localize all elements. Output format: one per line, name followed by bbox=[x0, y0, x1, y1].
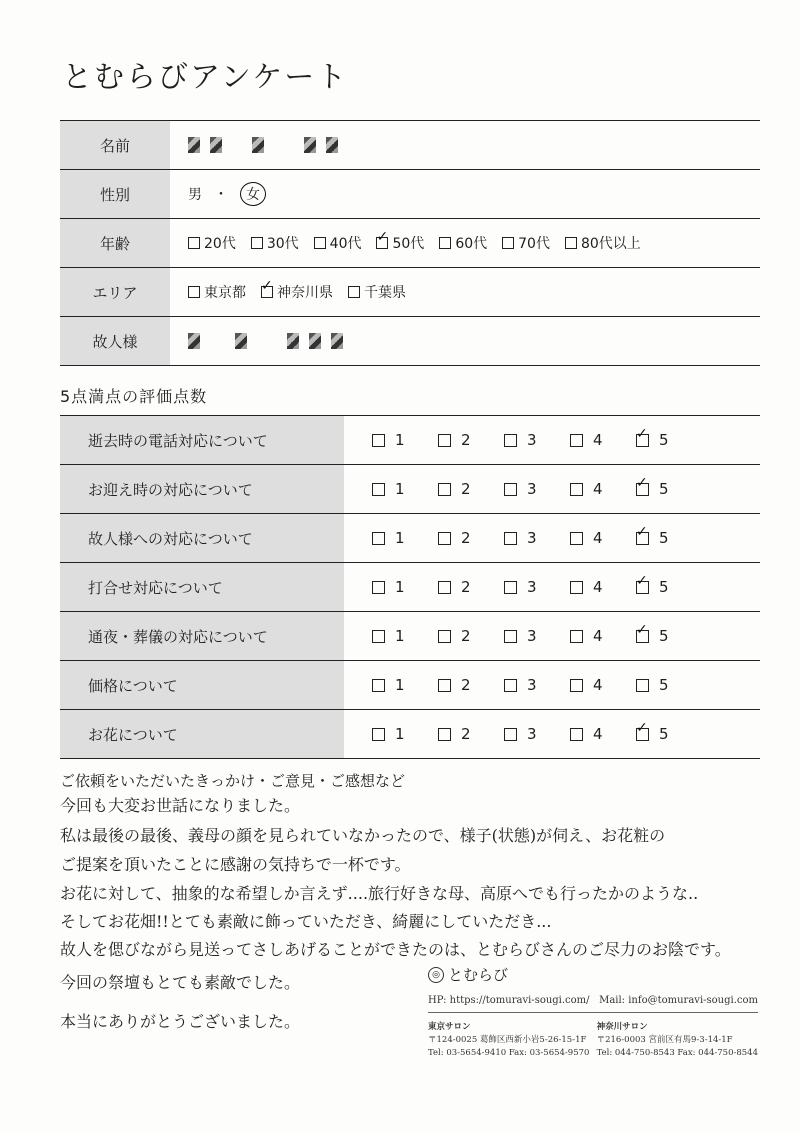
tokyo-salon-phone: Tel: 03-5654-9410 Fax: 03-5654-9570 bbox=[428, 1048, 590, 1059]
rating-option[interactable]: 4 bbox=[570, 627, 636, 645]
rating-option[interactable]: 2 bbox=[438, 431, 504, 449]
checkbox-icon[interactable] bbox=[372, 679, 385, 692]
rating-option[interactable]: 3 bbox=[504, 627, 570, 645]
checkbox-icon[interactable] bbox=[565, 237, 577, 249]
comment-section-title: ご依頼をいただいたきっかけ・ご意見・ご感想など bbox=[60, 772, 406, 790]
checkbox-icon[interactable] bbox=[348, 286, 360, 298]
checkbox-checked-icon[interactable] bbox=[636, 728, 649, 741]
rating-label: お花について bbox=[60, 710, 344, 758]
rating-option[interactable]: 2 bbox=[438, 676, 504, 694]
tokyo-salon bbox=[428, 1021, 589, 1061]
checkbox-icon[interactable] bbox=[438, 728, 451, 741]
rating-option[interactable]: 2 bbox=[438, 480, 504, 498]
checkbox-icon[interactable] bbox=[502, 237, 514, 249]
gender-label: 性別 bbox=[60, 170, 170, 218]
checkbox-icon[interactable] bbox=[372, 483, 385, 496]
checkbox-checked-icon[interactable] bbox=[636, 483, 649, 496]
rating-option[interactable]: 1 bbox=[372, 627, 438, 645]
checkbox-icon[interactable] bbox=[314, 237, 326, 249]
rating-option[interactable]: 3 bbox=[504, 676, 570, 694]
checkbox-icon[interactable] bbox=[251, 237, 263, 249]
rating-option[interactable]: 4 bbox=[570, 431, 636, 449]
rating-section-title: 5点満点の評価点数 bbox=[60, 387, 208, 406]
comment-line: 今回の祭壇もとても素敵でした。 bbox=[60, 973, 301, 992]
gender-male[interactable]: 男 bbox=[188, 187, 202, 203]
checkbox-icon[interactable] bbox=[570, 434, 583, 447]
rating-option[interactable]: 2 bbox=[438, 725, 504, 743]
rating-row bbox=[60, 415, 760, 464]
checkbox-icon[interactable] bbox=[504, 581, 517, 594]
age-option[interactable]: 70代 bbox=[502, 233, 550, 253]
checkbox-icon[interactable] bbox=[372, 581, 385, 594]
checkbox-icon[interactable] bbox=[372, 630, 385, 643]
checkbox-checked-icon[interactable] bbox=[261, 286, 273, 298]
checkbox-icon[interactable] bbox=[504, 679, 517, 692]
rating-option[interactable]: 1 bbox=[372, 529, 438, 547]
checkbox-checked-icon[interactable] bbox=[636, 630, 649, 643]
comment-line: 本当にありがとうございました。 bbox=[60, 1012, 301, 1031]
checkbox-icon[interactable] bbox=[439, 237, 451, 249]
checkbox-icon[interactable] bbox=[504, 483, 517, 496]
rating-option[interactable]: ✓ 5 bbox=[636, 480, 702, 498]
rating-option[interactable]: ✓ 5 bbox=[636, 529, 702, 547]
rating-option[interactable]: 3 bbox=[504, 431, 570, 449]
age-option[interactable]: 80代以上 bbox=[565, 233, 641, 253]
deceased-row bbox=[60, 316, 760, 366]
comment-line: 私は最後の最後、義母の顔を見られていなかったので、様子(状態)が伺え、お花粧の bbox=[60, 826, 666, 845]
contact-block bbox=[428, 995, 758, 1061]
checkbox-icon[interactable] bbox=[570, 679, 583, 692]
checkbox-icon[interactable] bbox=[438, 434, 451, 447]
comment-line: ご提案を頂いたことに感謝の気持ちで一杯です。 bbox=[60, 855, 411, 874]
kanagawa-salon-name: 神奈川サロン bbox=[596, 1022, 648, 1032]
checkbox-icon[interactable] bbox=[504, 532, 517, 545]
gender-female-selected[interactable]: 女 bbox=[240, 182, 266, 206]
rating-row bbox=[60, 562, 760, 611]
area-option[interactable]: ✓ 神奈川県 bbox=[261, 282, 333, 302]
brand-logo bbox=[428, 964, 508, 985]
checkbox-icon[interactable] bbox=[372, 434, 385, 447]
checkbox-icon[interactable] bbox=[188, 286, 200, 298]
rating-option[interactable]: 3 bbox=[504, 480, 570, 498]
checkbox-icon[interactable] bbox=[188, 237, 200, 249]
rating-option[interactable]: 4 bbox=[570, 725, 636, 743]
tokyo-salon-name: 東京サロン bbox=[428, 1022, 471, 1032]
tokyo-salon-address: 〒124-0025 葛飾区西新小岩5-26-15-1F bbox=[428, 1035, 587, 1046]
name-row bbox=[60, 120, 760, 169]
age-option[interactable]: 60代 bbox=[439, 233, 487, 253]
rating-option[interactable]: 1 bbox=[372, 578, 438, 596]
rating-option[interactable]: ✓ 5 bbox=[636, 627, 702, 645]
checkbox-icon[interactable] bbox=[438, 581, 451, 594]
area-label: エリア bbox=[60, 268, 170, 316]
logo-icon: ◎ bbox=[428, 967, 444, 983]
rating-row bbox=[60, 660, 760, 709]
checkbox-icon[interactable] bbox=[570, 532, 583, 545]
checkbox-icon[interactable] bbox=[438, 532, 451, 545]
rating-label: お迎え時の対応について bbox=[60, 465, 344, 513]
comment-line: お花に対して、抽象的な希望しか言えず....旅行好きな母、高原へでも行ったかのような.. bbox=[60, 884, 699, 903]
rating-option[interactable]: 4 bbox=[570, 578, 636, 596]
comment-line: 故人を偲びながら見送ってさしあげることができたのは、とむらびさんのご尽力のお陰です。 bbox=[60, 940, 731, 959]
survey-title: とむらびアンケート bbox=[62, 60, 349, 95]
checkbox-icon[interactable] bbox=[438, 483, 451, 496]
rating-option[interactable]: 1 bbox=[372, 725, 438, 743]
age-option[interactable]: 30代 bbox=[251, 233, 299, 253]
rating-option[interactable]: 2 bbox=[438, 578, 504, 596]
rating-option[interactable]: 4 bbox=[570, 676, 636, 694]
checkbox-checked-icon[interactable] bbox=[376, 237, 388, 249]
age-options bbox=[170, 219, 760, 267]
checkbox-checked-icon[interactable] bbox=[636, 581, 649, 594]
checkbox-checked-icon[interactable] bbox=[636, 532, 649, 545]
checkbox-icon[interactable] bbox=[570, 483, 583, 496]
name-mosaic bbox=[188, 137, 338, 153]
checkbox-icon[interactable] bbox=[504, 630, 517, 643]
rating-option[interactable]: 3 bbox=[504, 725, 570, 743]
rating-table bbox=[60, 415, 760, 759]
gender-separator: ・ bbox=[214, 187, 228, 203]
age-option[interactable]: ✓ 50代 bbox=[376, 233, 424, 253]
comment-line: 今回も大変お世話になりました。 bbox=[60, 796, 301, 815]
rating-label: 逝去時の電話対応について bbox=[60, 416, 344, 464]
name-label: 名前 bbox=[60, 121, 170, 169]
checkbox-icon[interactable] bbox=[636, 679, 649, 692]
rating-option[interactable]: ✓ 5 bbox=[636, 431, 702, 449]
rating-label: 価格について bbox=[60, 661, 344, 709]
rating-label: 故人様への対応について bbox=[60, 514, 344, 562]
deceased-value-redacted bbox=[170, 317, 760, 365]
checkbox-icon[interactable] bbox=[372, 532, 385, 545]
rating-option[interactable]: 2 bbox=[438, 529, 504, 547]
comment-line: そしてお花畑!!とても素敵に飾っていただき、綺麗にしていただき... bbox=[60, 912, 552, 931]
rating-label: 打合せ対応について bbox=[60, 563, 344, 611]
rating-row bbox=[60, 709, 760, 759]
age-label: 年齢 bbox=[60, 219, 170, 267]
kanagawa-salon-phone: Tel: 044-750-8543 Fax: 044-750-8544 bbox=[596, 1048, 758, 1059]
rating-option[interactable]: 3 bbox=[504, 529, 570, 547]
rating-option[interactable]: 1 bbox=[372, 480, 438, 498]
rating-row bbox=[60, 464, 760, 513]
deceased-mosaic bbox=[188, 333, 343, 349]
checkbox-icon[interactable] bbox=[570, 581, 583, 594]
checkbox-icon[interactable] bbox=[504, 434, 517, 447]
homepage-link[interactable]: HP: https://tomuravi-sougi.com/ bbox=[428, 995, 590, 1006]
rating-option[interactable]: 1 bbox=[372, 431, 438, 449]
mail-link[interactable]: Mail: info@tomuravi-sougi.com bbox=[599, 995, 758, 1006]
rating-option[interactable]: ✓ 5 bbox=[636, 578, 702, 596]
rating-option[interactable]: 1 bbox=[372, 676, 438, 694]
rating-option[interactable]: 2 bbox=[438, 627, 504, 645]
checkbox-icon[interactable] bbox=[504, 728, 517, 741]
area-options bbox=[170, 268, 760, 316]
gender-row bbox=[60, 169, 760, 218]
checkbox-icon[interactable] bbox=[438, 630, 451, 643]
deceased-label: 故人様 bbox=[60, 317, 170, 365]
age-option[interactable]: 40代 bbox=[314, 233, 362, 253]
age-option[interactable]: 20代 bbox=[188, 233, 236, 253]
kanagawa-salon-address: 〒216-0003 宮前区有馬9-3-14-1F bbox=[596, 1035, 733, 1046]
info-table bbox=[60, 120, 760, 366]
rating-row bbox=[60, 513, 760, 562]
kanagawa-salon bbox=[597, 1021, 758, 1061]
checkbox-icon[interactable] bbox=[570, 630, 583, 643]
rating-option[interactable]: 4 bbox=[570, 529, 636, 547]
checkbox-icon[interactable] bbox=[570, 728, 583, 741]
name-value-redacted bbox=[170, 121, 760, 169]
logo-text: とむらび bbox=[448, 966, 509, 984]
rating-option[interactable]: 3 bbox=[504, 578, 570, 596]
checkbox-icon[interactable] bbox=[372, 728, 385, 741]
checkbox-icon[interactable] bbox=[438, 679, 451, 692]
area-option[interactable]: 千葉県 bbox=[348, 282, 406, 302]
area-option[interactable]: 東京都 bbox=[188, 282, 246, 302]
rating-option[interactable]: ✓ 5 bbox=[636, 725, 702, 743]
rating-option[interactable]: 5 bbox=[636, 676, 702, 694]
rating-option[interactable]: 4 bbox=[570, 480, 636, 498]
age-row bbox=[60, 218, 760, 267]
area-row bbox=[60, 267, 760, 316]
rating-row bbox=[60, 611, 760, 660]
checkbox-checked-icon[interactable] bbox=[636, 434, 649, 447]
rating-label: 通夜・葬儀の対応について bbox=[60, 612, 344, 660]
